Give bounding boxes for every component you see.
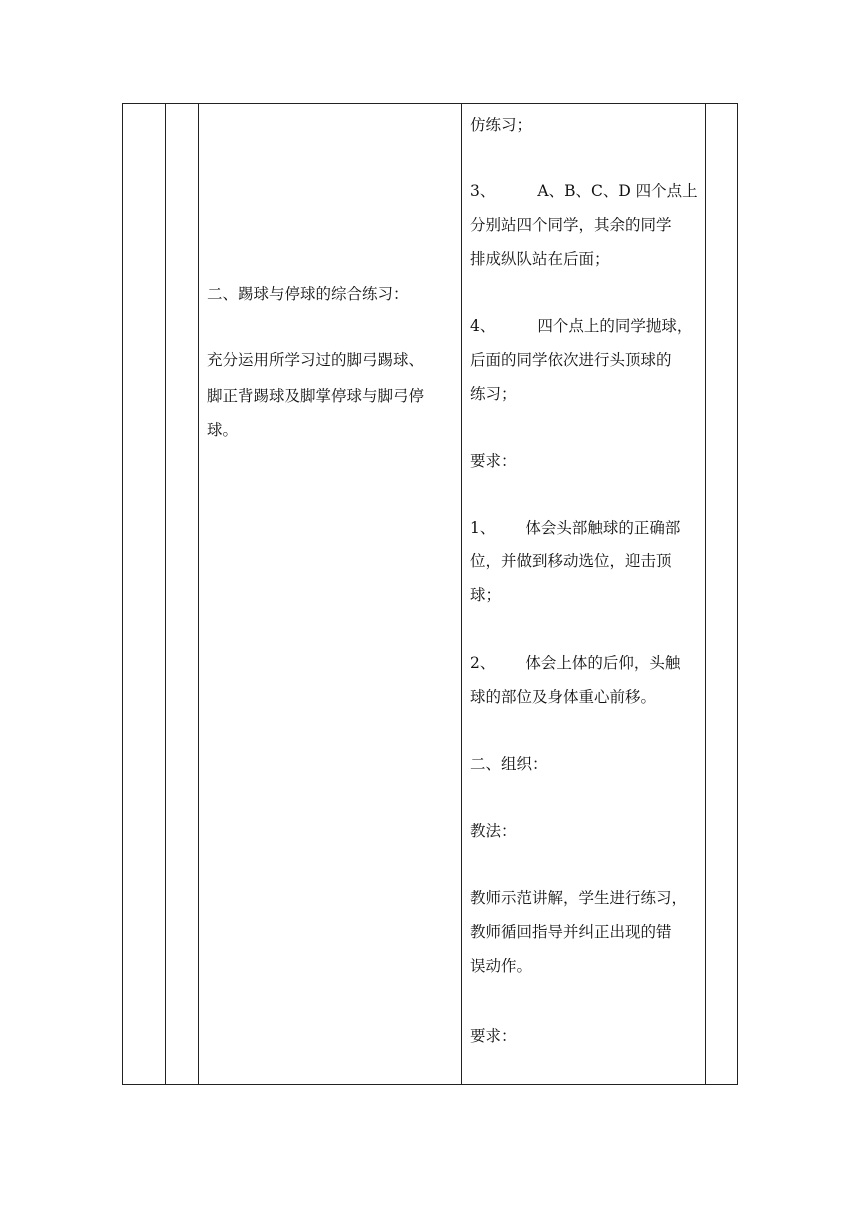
text-line: 要求： [470, 452, 517, 470]
text-line: 要求： [470, 1027, 517, 1045]
table-cell-col1 [123, 104, 165, 1084]
paragraph-line: 充分运用所学习过的脚弓踢球、 [207, 351, 425, 369]
text-line: 二、组织： [470, 755, 548, 773]
text-line [470, 316, 692, 336]
text-line [470, 181, 698, 201]
list-text: 四个点上的同学抛球， [537, 317, 693, 335]
text-line: 排成纵队站在后面； [470, 250, 610, 268]
table-cell-col2 [166, 104, 198, 1084]
list-text: A、B、C、D 四个点上 [537, 182, 698, 200]
list-number: 1、 [470, 519, 496, 537]
table-cell-col5 [706, 104, 739, 1084]
text-line: 球； [470, 586, 502, 604]
text-line: 教法： [470, 822, 517, 840]
text-line: 球的部位及身体重心前移。 [470, 688, 657, 706]
list-text: 体会头部触球的正确部 [525, 519, 681, 537]
paragraph-line: 脚正背踢球及脚掌停球与脚弓停 [207, 387, 425, 405]
text-line: 位，并做到移动选位，迎击顶 [470, 552, 672, 570]
text-line: 后面的同学依次进行头顶球的 [470, 351, 672, 369]
section-heading: 二、踢球与停球的综合练习： [207, 285, 409, 303]
text-line [470, 653, 680, 673]
text-line: 仿练习； [470, 116, 533, 134]
text-line [470, 518, 680, 538]
list-number: 4、 [470, 317, 496, 335]
list-text: 体会上体的后仰，头触 [525, 654, 681, 672]
text-line: 教师循回指导并纠正出现的错 [470, 923, 672, 941]
text-line: 练习； [470, 385, 517, 403]
text-line: 分别站四个同学，其余的同学 [470, 216, 672, 234]
paragraph-line: 球。 [207, 421, 239, 439]
lesson-plan-table [122, 103, 738, 1085]
text-line: 教师示范讲解，学生进行练习， [470, 889, 688, 907]
list-number: 3、 [470, 182, 496, 200]
table-cell-method [462, 104, 705, 1084]
table-cell-content [199, 104, 461, 1084]
text-line: 误动作。 [470, 957, 533, 975]
list-number: 2、 [470, 654, 496, 672]
